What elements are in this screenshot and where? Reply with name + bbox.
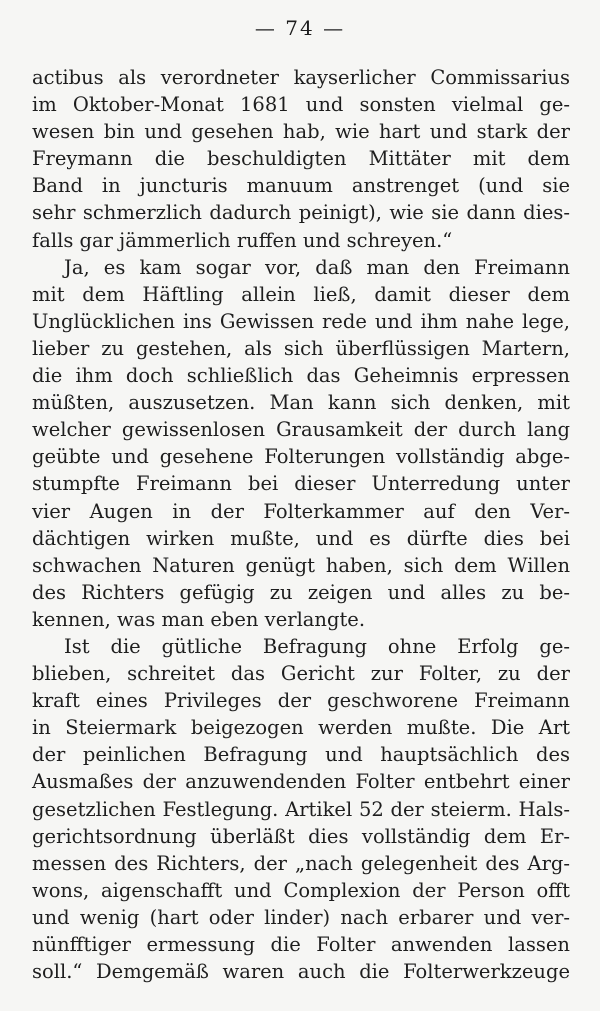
text-line: falls gar jämmerlich ruffen und schreyen.“	[32, 228, 453, 252]
text-line: actibus als verordneter kayserlicher Commissarius	[32, 66, 570, 89]
text-line: sehr schmerzlich dadurch peinigt), wie sie dann dies-	[32, 201, 570, 225]
page-number: — 74 —	[254, 16, 346, 40]
text-line: Band in juncturis manuum anstrenget (und sie	[32, 174, 570, 198]
text-line: im Oktober-Monat 1681 und sonsten vielmal ge-	[32, 93, 570, 117]
text-line: schwachen Naturen genügt haben, sich dem Willen	[32, 553, 570, 577]
text-line: Ausmaßes der anzuwendenden Folter entbehrt einer	[32, 770, 570, 794]
text-line: geübte und gesehene Folterungen vollständig abge-	[32, 445, 570, 469]
text-line: kennen, was man eben verlangte.	[32, 607, 366, 631]
text-line: vier Augen in der Folterkammer auf den Ver-	[32, 499, 570, 523]
text-line: der peinlichen Befragung und hauptsächlich des	[32, 743, 570, 767]
text-line: Ja, es kam sogar vor, daß man den Freimann	[64, 255, 570, 279]
text-line: soll.“ Demgemäß waren auch die Folterwerkzeuge	[32, 960, 570, 984]
text-line: Ist die gütliche Befragung ohne Erfolg ge-	[64, 634, 570, 658]
body-text	[32, 64, 570, 985]
text-line: und wenig (hart oder linder) nach erbarer und ver-	[32, 905, 570, 929]
text-line: wesen bin und gesehen hab, wie hart und stark der	[32, 120, 570, 144]
text-line: müßten, auszusetzen. Man kann sich denken, mit	[32, 391, 570, 415]
text-line: stumpfte Freimann bei dieser Unterredung unter	[32, 472, 570, 496]
text-line: welcher gewissenlosen Grausamkeit der durch lang	[32, 418, 570, 442]
text-line: Freymann die beschuldigten Mittäter mit dem	[32, 147, 570, 171]
text-line: kraft eines Privileges der geschworene Freimann	[32, 689, 570, 713]
text-line: die ihm doch schließlich das Geheimnis erpressen	[32, 364, 570, 388]
text-line: dächtigen wirken mußte, und es dürfte dies bei	[32, 526, 570, 550]
text-line: messen des Richters, der „nach gelegenheit des Arg-	[32, 851, 570, 875]
text-line: lieber zu gestehen, als sich überflüssigen Martern,	[32, 336, 570, 360]
text-line: gesetzlichen Festlegung. Artikel 52 der steierm. Hals-	[32, 797, 570, 821]
text-line: wons, aigenschafft und Complexion der Person offt	[32, 878, 570, 902]
text-line: in Steiermark beigezogen werden mußte. Die Art	[32, 716, 570, 740]
text-line: blieben, schreitet das Gericht zur Folter, zu der	[32, 662, 570, 686]
text-line: mit dem Häftling allein ließ, damit dieser dem	[32, 282, 570, 306]
text-line: gerichtsordnung überläßt dies vollständig dem Er-	[32, 824, 570, 848]
text-line: nünfftiger ermessung die Folter anwenden lassen	[32, 933, 570, 956]
text-line: Unglücklichen ins Gewissen rede und ihm nahe lege,	[32, 309, 570, 333]
text-line: des Richters gefügig zu zeigen und alles zu be-	[32, 580, 570, 604]
